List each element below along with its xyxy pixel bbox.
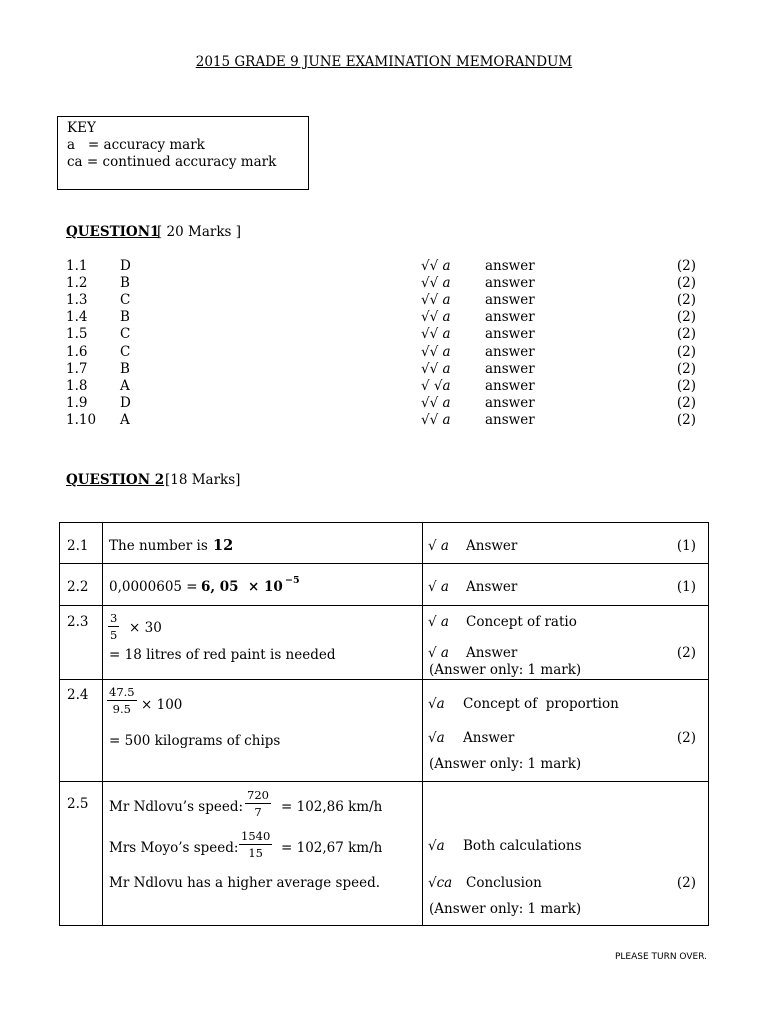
mark-value: (2)	[676, 309, 696, 326]
item-number: 1.5	[66, 326, 88, 343]
mark-value: (2)	[676, 360, 696, 377]
mark-description: Answer	[466, 579, 518, 595]
key-box	[57, 116, 309, 190]
q2-2-5-ndlovu-label: Mr Ndlovu’s speed:	[109, 799, 244, 815]
mark-description: Concept of proportion	[463, 696, 619, 712]
item-number: 1.1	[66, 258, 88, 274]
q2-2-5-moyo-label: Mrs Moyo’s speed:	[109, 840, 239, 856]
tick-mark: √√ a	[421, 258, 451, 274]
mark-description: Answer	[466, 538, 518, 554]
mark-value: (1)	[676, 538, 696, 554]
mark-description: answer	[485, 411, 535, 428]
fraction-720-over-7: 720 7	[247, 788, 269, 819]
tick-mark: √√ a	[421, 360, 451, 377]
answer-letter: C	[120, 292, 131, 309]
q2-2-2-exponent: −5	[285, 575, 300, 586]
fraction-3-5: 3 5	[110, 611, 118, 642]
question2-table	[59, 522, 709, 926]
question1-row	[66, 326, 706, 343]
q2-row-number: 2.3	[67, 614, 89, 630]
tick-mark: √√ a	[421, 343, 451, 360]
page-footer: PLEASE TURN OVER.	[614, 952, 707, 962]
item-number: 1.3	[66, 292, 88, 309]
mark-description: Concept of ratio	[466, 614, 577, 630]
q2-2-2-text: 0,0000605 =	[109, 579, 198, 595]
answer-letter: D	[120, 258, 131, 274]
q2-2-3-result: = 18 litres of red paint is needed	[109, 647, 336, 663]
mark-value: (2)	[676, 411, 696, 428]
answer-letter: A	[120, 411, 130, 428]
q2-2-5-moyo-result: = 102,67 km/h	[281, 840, 383, 856]
key-line-accuracy: a = accuracy mark	[67, 137, 205, 153]
tick-mark: √ a	[428, 645, 449, 661]
mark-description: Answer	[463, 730, 515, 746]
tick-mark: √ a	[428, 538, 449, 554]
item-number: 1.8	[66, 377, 88, 394]
page-title: 2015 GRADE 9 JUNE EXAMINATION MEMORANDUM	[195, 54, 573, 70]
mark-description: answer	[485, 309, 535, 326]
question1-row	[66, 378, 706, 395]
tick-mark: √ a	[428, 579, 449, 595]
tick-mark: √√ a	[421, 275, 451, 292]
mark-description: answer	[485, 326, 535, 343]
answer-letter: B	[120, 275, 130, 292]
q2-row-number: 2.1	[67, 538, 89, 554]
question1-row	[66, 275, 706, 292]
mark-description: answer	[485, 275, 535, 292]
answer-letter: A	[120, 377, 130, 394]
tick-mark: √√ a	[421, 309, 451, 326]
question1-row	[66, 309, 706, 326]
tick-mark: √ a	[428, 614, 449, 630]
answer-letter: B	[120, 360, 130, 377]
question1-heading: QUESTION1	[66, 224, 160, 240]
item-number: 1.7	[66, 360, 88, 377]
key-heading: KEY	[67, 120, 96, 136]
answer-only-note: (Answer only: 1 mark)	[429, 901, 582, 917]
q2-2-3-multiplier: × 30	[129, 620, 162, 636]
mark-value: (2)	[676, 258, 696, 274]
tick-mark: √ca	[428, 875, 453, 891]
q2-2-5-conclusion: Mr Ndlovu has a higher average speed.	[109, 875, 381, 891]
q2-row-number: 2.2	[67, 579, 89, 595]
answer-letter: C	[120, 343, 131, 360]
mark-description: Conclusion	[466, 875, 542, 891]
q2-2-2-value: 6, 05 × 10	[201, 579, 283, 595]
item-number: 1.4	[66, 309, 88, 326]
mark-value: (2)	[676, 377, 696, 394]
mark-description: answer	[485, 394, 535, 411]
mark-value: (2)	[676, 275, 696, 292]
question1-row	[66, 395, 706, 412]
answer-letter: B	[120, 309, 130, 326]
answer-letter: D	[120, 394, 131, 411]
item-number: 1.10	[66, 411, 97, 428]
mark-value: (2)	[676, 326, 696, 343]
item-number: 1.6	[66, 343, 88, 360]
mark-description: Both calculations	[463, 838, 582, 854]
question2-heading: QUESTION 2	[66, 472, 165, 488]
item-number: 1.2	[66, 275, 88, 292]
question1-row	[66, 344, 706, 361]
tick-mark: √ √a	[421, 377, 451, 394]
mark-value: (2)	[676, 875, 696, 891]
answer-only-note: (Answer only: 1 mark)	[429, 756, 582, 772]
tick-mark: √a	[428, 838, 445, 854]
key-line-continued: ca = continued accuracy mark	[67, 154, 277, 170]
question1-row	[66, 292, 706, 309]
mark-value: (2)	[676, 645, 696, 661]
tick-mark: √a	[428, 696, 445, 712]
item-number: 1.9	[66, 394, 88, 411]
fraction-47-5-over-9-5: 47.5 9.5	[109, 685, 135, 716]
mark-value: (2)	[676, 292, 696, 309]
question1-row	[66, 412, 706, 429]
tick-mark: √a	[428, 730, 445, 746]
question1-marks: [ 20 Marks ]	[157, 224, 242, 240]
q2-2-1-value: 12	[213, 537, 234, 554]
tick-mark: √√ a	[421, 411, 451, 428]
mark-value: (2)	[676, 730, 696, 746]
answer-only-note: (Answer only: 1 mark)	[429, 662, 582, 678]
mark-value: (2)	[676, 394, 696, 411]
tick-mark: √√ a	[421, 292, 451, 309]
tick-mark: √√ a	[421, 326, 451, 343]
mark-value: (2)	[676, 343, 696, 360]
mark-description: answer	[485, 360, 535, 377]
q2-row-number: 2.5	[67, 796, 89, 812]
answer-letter: C	[120, 326, 131, 343]
q2-2-5-ndlovu-result: = 102,86 km/h	[281, 799, 383, 815]
q2-row-number: 2.4	[67, 687, 89, 703]
q2-2-4-result: = 500 kilograms of chips	[109, 733, 281, 749]
mark-description: answer	[485, 377, 535, 394]
mark-description: Answer	[466, 645, 518, 661]
q2-2-4-multiplier: × 100	[141, 697, 183, 713]
mark-description: answer	[485, 343, 535, 360]
q2-2-1-text: The number is	[109, 538, 208, 554]
mark-description: answer	[485, 292, 535, 309]
mark-value: (1)	[676, 579, 696, 595]
question1-row	[66, 361, 706, 378]
question2-marks: [18 Marks]	[165, 472, 241, 488]
tick-mark: √√ a	[421, 394, 451, 411]
mark-description: answer	[485, 258, 535, 274]
fraction-1540-over-15: 1540 15	[241, 829, 271, 860]
question1-row	[66, 258, 706, 275]
